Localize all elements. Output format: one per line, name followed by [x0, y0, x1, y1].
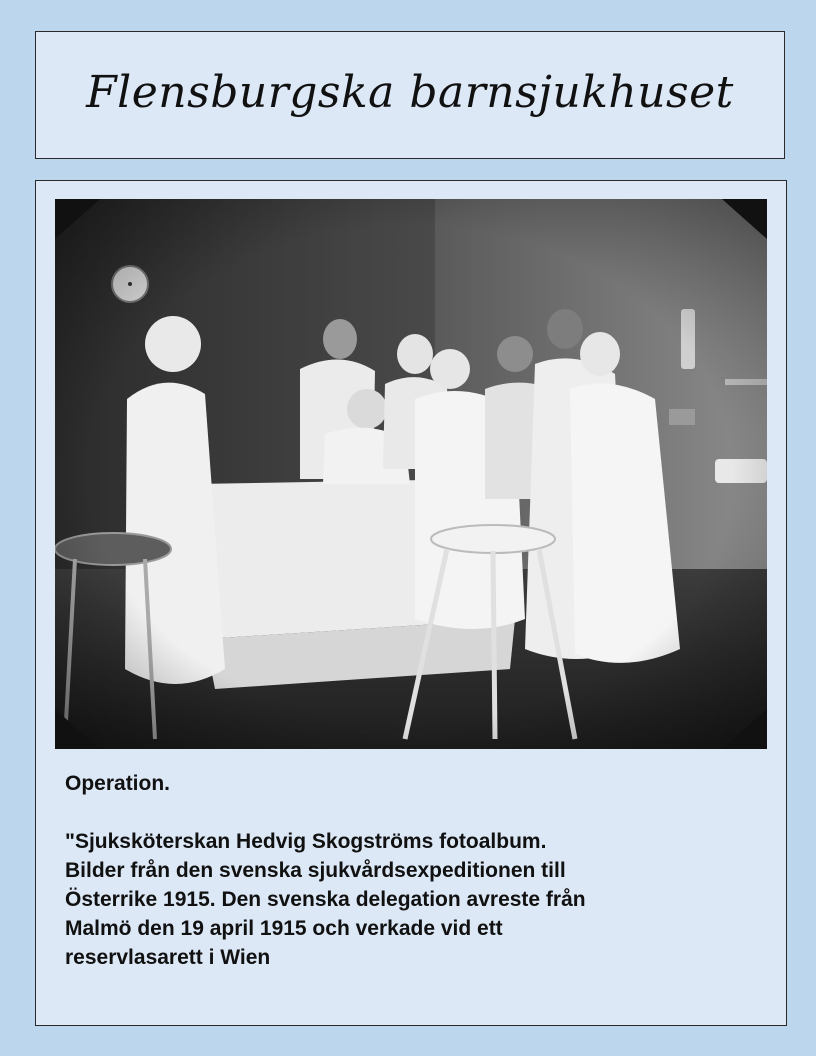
photo-caption	[65, 769, 765, 972]
page-title: Flensburgska barnsjukhuset	[86, 66, 734, 118]
caption-line: Österrike 1915. Den svenska delegation avreste från	[65, 888, 586, 911]
caption-line: reservlasarett i Wien	[65, 946, 271, 969]
caption-line: "Sjuksköterskan Hedvig Skogströms fotoalbum.	[65, 830, 547, 853]
photograph-icon	[55, 199, 767, 749]
title-panel	[35, 31, 785, 159]
caption-line: Bilder från den svenska sjukvårdsexpeditionen till	[65, 859, 566, 882]
caption-line: Malmö den 19 april 1915 och verkade vid ett	[65, 917, 503, 940]
content-panel	[35, 180, 787, 1026]
caption-heading: Operation.	[65, 772, 171, 795]
historical-photograph	[55, 199, 767, 749]
